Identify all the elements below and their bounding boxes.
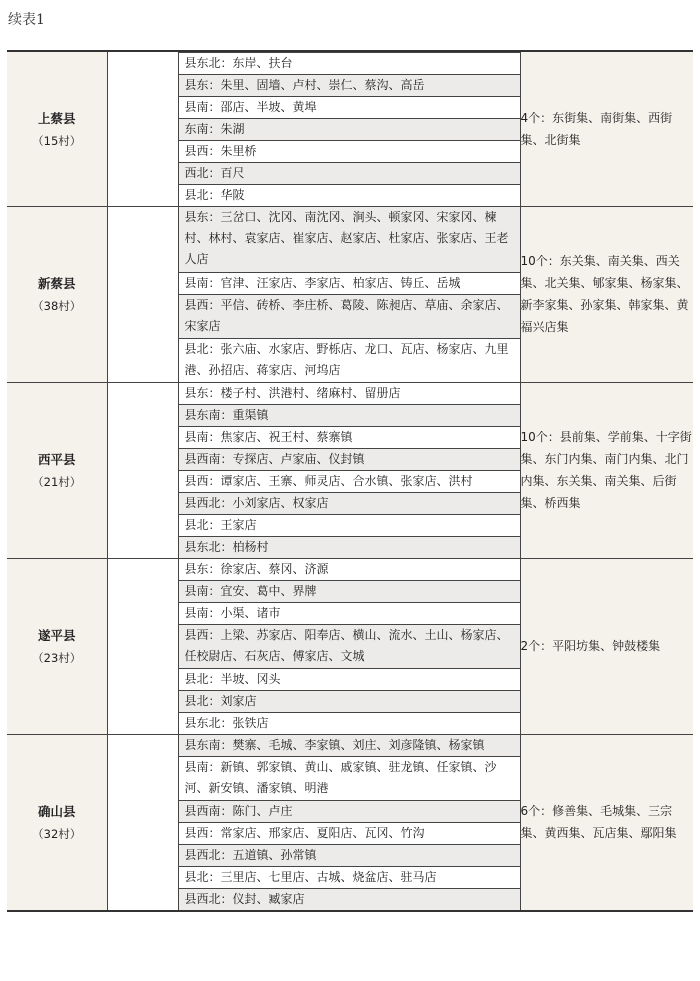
villages-cell <box>178 558 520 734</box>
villages-cell <box>178 51 520 206</box>
village-line: 县南：官津、汪家店、李家店、柏家店、铸丘、岳城 <box>179 272 520 294</box>
villages-cell <box>178 382 520 558</box>
markets-cell: 4个：东街集、南街集、西街集、北街集 <box>520 51 693 206</box>
village-line: 县南：邵店、半坡、黄埠 <box>179 96 520 118</box>
markets-cell: 2个：平阳坊集、钟鼓楼集 <box>520 558 693 734</box>
village-line: 县南：宜安、葛中、界牌 <box>179 580 520 602</box>
county-cell <box>7 206 107 382</box>
village-line: 县东南：重渠镇 <box>179 404 520 426</box>
county-cell <box>7 51 107 206</box>
village-line: 西北：百尺 <box>179 162 520 184</box>
village-line: 县东：朱里、固墙、卢村、崇仁、蔡沟、高岳 <box>179 74 520 96</box>
empty-cell <box>107 382 178 558</box>
village-line: 县东：徐家店、蔡冈、济源 <box>179 558 520 580</box>
county-row <box>7 734 693 911</box>
village-line: 县北：刘家店 <box>179 690 520 712</box>
county-table-body <box>7 51 693 911</box>
village-line: 县北：三里店、七里店、古城、烧盆店、驻马店 <box>179 866 520 888</box>
table-caption: 续表1 <box>8 12 45 28</box>
empty-cell <box>107 51 178 206</box>
village-line: 县西南：专探店、卢家庙、仪封镇 <box>179 448 520 470</box>
village-count: （21村） <box>32 475 82 489</box>
village-line: 县东北：东岸、扶台 <box>179 52 520 74</box>
county-name: 确山县 <box>37 804 76 820</box>
village-count: （38村） <box>32 299 82 313</box>
village-count: （23村） <box>32 651 82 665</box>
county-row <box>7 382 693 558</box>
county-name: 遂平县 <box>37 628 76 643</box>
village-line: 县北：王家店 <box>179 514 520 536</box>
county-cell <box>7 382 107 558</box>
village-line: 县东南：樊寨、毛城、李家镇、刘庄、刘彦隆镇、杨家镇 <box>179 734 520 756</box>
markets-cell: 10个：县前集、学前集、十字街集、东门内集、南门内集、北门内集、东关集、南关集、后街集、桥西集 <box>520 382 693 558</box>
county-table <box>7 50 693 912</box>
empty-cell <box>107 734 178 911</box>
village-line: 县西：平信、砖桥、李庄桥、葛陵、陈昶店、草庙、余家店、宋家店 <box>179 294 520 338</box>
village-line: 县南：焦家店、祝王村、蔡寨镇 <box>179 426 520 448</box>
county-row <box>7 206 693 382</box>
village-line: 县东：楼子村、洪港村、绪麻村、留册店 <box>179 382 520 404</box>
village-line: 县东：三岔口、沈冈、南沈冈、涧头、顿家冈、宋家冈、楝村、林村、袁家店、崔家店、赵家店、杜家店、张家店、王老人店 <box>179 206 520 272</box>
village-line: 东南：朱湖 <box>179 118 520 140</box>
markets-cell: 6个：修善集、毛城集、三宗集、黄西集、瓦店集、鄢阳集 <box>520 734 693 911</box>
county-cell <box>7 734 107 911</box>
empty-cell <box>107 206 178 382</box>
village-line: 县西南：陈门、卢庄 <box>179 800 520 822</box>
village-line: 县西北：小刘家店、权家店 <box>179 492 520 514</box>
village-line: 县西北：仪封、臧家店 <box>179 888 520 910</box>
village-count: （32村） <box>32 827 82 842</box>
empty-cell <box>107 558 178 734</box>
villages-cell <box>178 734 520 911</box>
county-name: 西平县 <box>37 452 76 467</box>
village-line: 县西北：五道镇、孙常镇 <box>179 844 520 866</box>
village-line: 县西：谭家店、王寨、师灵店、合水镇、张家店、洪村 <box>179 470 520 492</box>
villages-cell <box>178 206 520 382</box>
village-count: （15村） <box>32 133 82 148</box>
county-name: 新蔡县 <box>37 276 76 291</box>
county-row <box>7 51 693 206</box>
village-line: 县北：张六庙、水家店、野栎店、龙口、瓦店、杨家店、九里港、孙招店、蒋家店、河坞店 <box>179 338 520 382</box>
village-line: 县西：上梁、苏家店、阳奉店、横山、流水、土山、杨家店、任校尉店、石灰店、傅家店、文城 <box>179 624 520 668</box>
village-line: 县北：华陂 <box>179 184 520 206</box>
county-name: 上蔡县 <box>37 110 76 126</box>
county-row <box>7 558 693 734</box>
village-line: 县北：半坡、冈头 <box>179 668 520 690</box>
village-line: 县南：新镇、郭家镇、黄山、戚家镇、驻龙镇、任家镇、沙河、新安镇、潘家镇、明港 <box>179 756 520 800</box>
village-line: 县西：常家店、邢家店、夏阳店、瓦冈、竹沟 <box>179 822 520 844</box>
village-line: 县东北：柏杨村 <box>179 536 520 558</box>
village-line: 县东北：张铁店 <box>179 712 520 734</box>
markets-cell: 10个：东关集、南关集、西关集、北关集、郇家集、杨家集、新李家集、孙家集、韩家集、黄福兴店集 <box>520 206 693 382</box>
county-cell <box>7 558 107 734</box>
village-line: 县南：小渠、诸市 <box>179 602 520 624</box>
village-line: 县西：朱里桥 <box>179 140 520 162</box>
